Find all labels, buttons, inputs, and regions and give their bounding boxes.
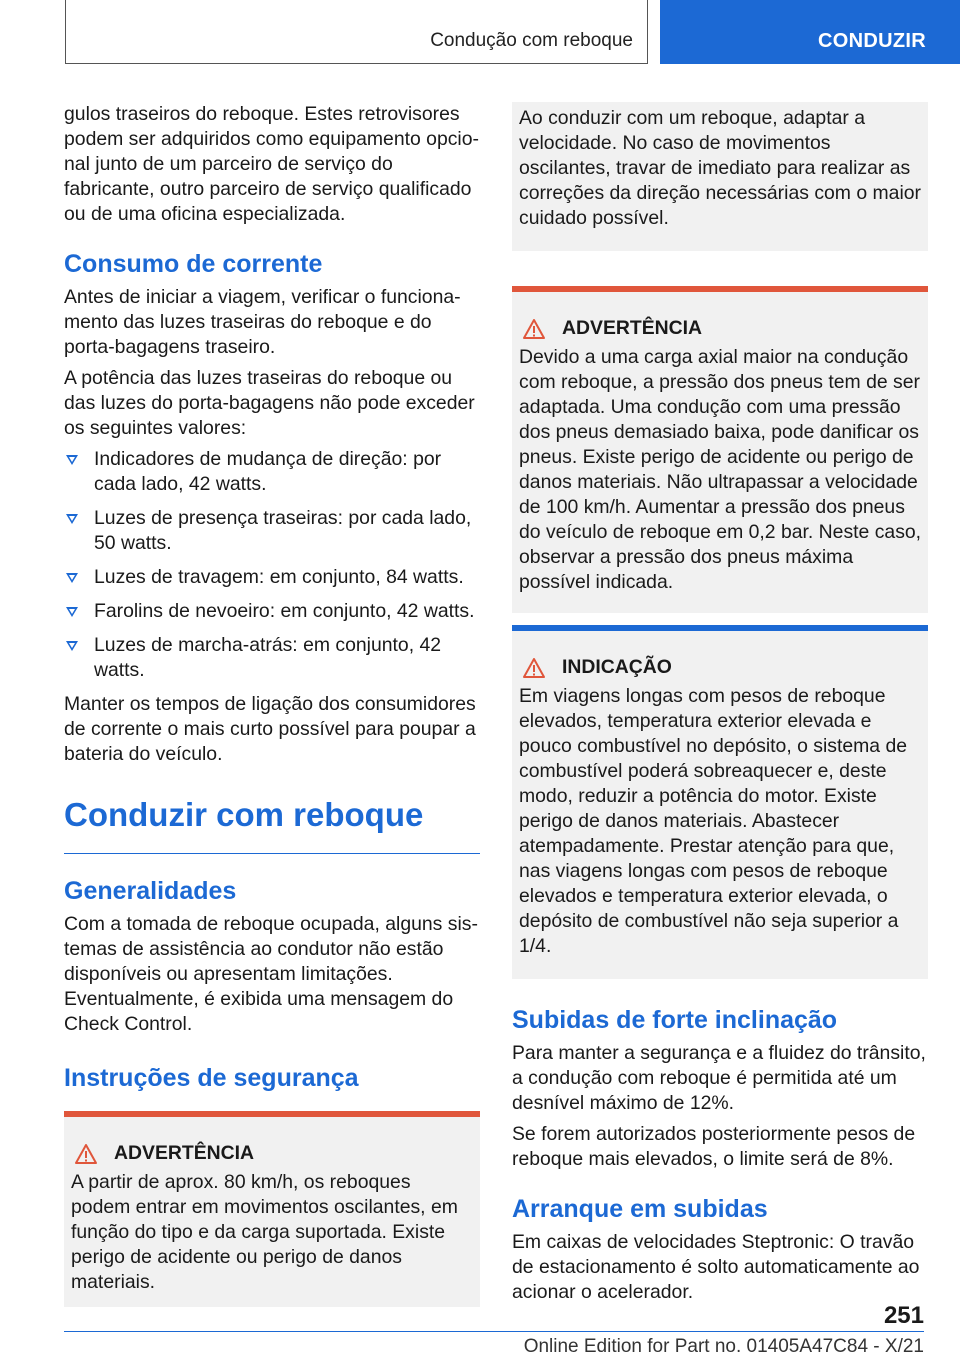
consumo-paragraph-2: A potência das luzes traseiras do reboque ou das luzes do porta-bagagens não pode exceder os seguintes valores: [64,367,475,439]
note-title: INDICAÇÃO [519,655,922,680]
bullet-triangle-icon [66,641,78,651]
list-item: Luzes de presença traseiras: por cada lado, 50 watts. [64,506,480,556]
header-chapter-title: CONDUZIR [818,30,926,52]
list-item: Indicadores de mudança de direção: por cada lado, 42 watts. [64,447,480,497]
consumo-heading: Consumo de corrente [64,250,323,278]
note-box [512,625,928,979]
warning-box-2 [512,286,928,613]
warning-triangle-icon [74,1143,98,1165]
footer-edition: Online Edition for Part no. 01405A47C84 - X/21 [523,1336,924,1357]
page-number: 251 [883,1302,924,1329]
bullet-triangle-icon [66,514,78,524]
generalidades-heading: Generalidades [64,877,237,905]
generalidades-paragraph: Com a tomada de reboque ocupada, alguns sistemas de assistência ao condutor não estão disponíveis ou apresentam limitações. Eventualmente, é exibida uma mensagem do Check Control. [64,913,478,1035]
main-heading: Conduzir com reboque [64,793,480,854]
start-heading: Arranque em subidas [512,1195,768,1223]
slope-paragraph-2: Se forem autorizados posteriormente pesos de reboque mais elevados, o limite será de 8%. [512,1123,916,1170]
safety-heading: Instruções de segurança [64,1064,359,1092]
warning-text-2: Devido a uma carga axial maior na condução com reboque, a pressão dos pneus tem de ser adaptada. Uma condução com uma pressão dos pneus demasiado baixa, pode danificar os pneus. Existe perigo de acidente ou perigo de danos materiais. Não ultrapassar a velocidade de 100 km/h. Aumentar a pressão dos pneus do veículo de reboque em 0,2 bar. Neste caso, observar a pressão dos pneus máxima possível indicada. [519,346,922,593]
bullet-triangle-icon [66,573,78,583]
note-text: Em viagens longas com pesos de reboque elevados, temperatura exterior elevada e pouco combustível no depósito, o sistema de combustível poderá sobreaquecer e, deste modo, reduzir a potência do motor. Existe perigo de danos materiais. Abastecer atempadamente. Prestar atenção para que, nas viagens longas com pesos de reboque elevados e temperatura exterior elevada, o depósito de combustível não seja superior a 1/4. [519,685,908,957]
bullet-triangle-icon [66,607,78,617]
continued-text: Ao conduzir com um reboque, adaptar a velocidade. No caso de movimentos oscilantes, travar de imediato para realizar as correções da direção necessárias com o maior cuidado possível. [519,107,921,229]
warning-box-1 [64,1111,480,1307]
continued-box [512,102,928,251]
header-section-title: Condução com reboque [430,30,633,51]
header-chapter-tab[interactable] [660,0,960,64]
slope-paragraph-1: Para manter a segurança e a fluidez do trânsito, a condução com reboque é permitida até um desnível máximo de 12%. [512,1042,926,1114]
warning-text-1: A partir de aprox. 80 km/h, os reboques podem entrar em movimentos oscilantes, em função do tipo e da carga suportada. Existe perigo de acidente ou perigo de danos materiais. [71,1171,458,1293]
warning-triangle-icon [522,657,546,679]
intro-paragraph: gulos traseiros do reboque. Estes retrovisores podem ser adquiridos como equipamento opcional junto de um parceiro de serviço do fabricante, outro parceiro de serviço qualificado ou de uma oficina especializada. [64,103,479,225]
warning-title-1: ADVERTÊNCIA [71,1141,474,1166]
bullet-triangle-icon [66,455,78,465]
footer-divider [64,1331,924,1332]
start-paragraph: Em caixas de velocidades Steptronic: O travão de estacionamento é solto automaticamente ao acionar o acelerador. [512,1231,920,1303]
right-column [512,102,928,1311]
wattage-list [64,447,480,683]
warning-title-2: ADVERTÊNCIA [519,316,922,341]
consumo-paragraph-3: Manter os tempos de ligação dos consumidores de corrente o mais curto possível para poupar a bateria do veículo. [64,693,476,765]
consumo-paragraph-1: Antes de iniciar a viagem, verificar o funcionamento das luzes traseiras do reboque e do porta-bagagens traseiro. [64,286,461,358]
warning-triangle-icon [522,318,546,340]
list-item: Luzes de travagem: em conjunto, 84 watts. [64,565,480,590]
header-section-box [65,0,648,64]
left-column [64,102,480,1307]
list-item: Farolins de nevoeiro: em conjunto, 42 watts. [64,599,480,624]
list-item: Luzes de marcha-atrás: em conjunto, 42 watts. [64,633,480,683]
slope-heading: Subidas de forte inclinação [512,1006,838,1034]
